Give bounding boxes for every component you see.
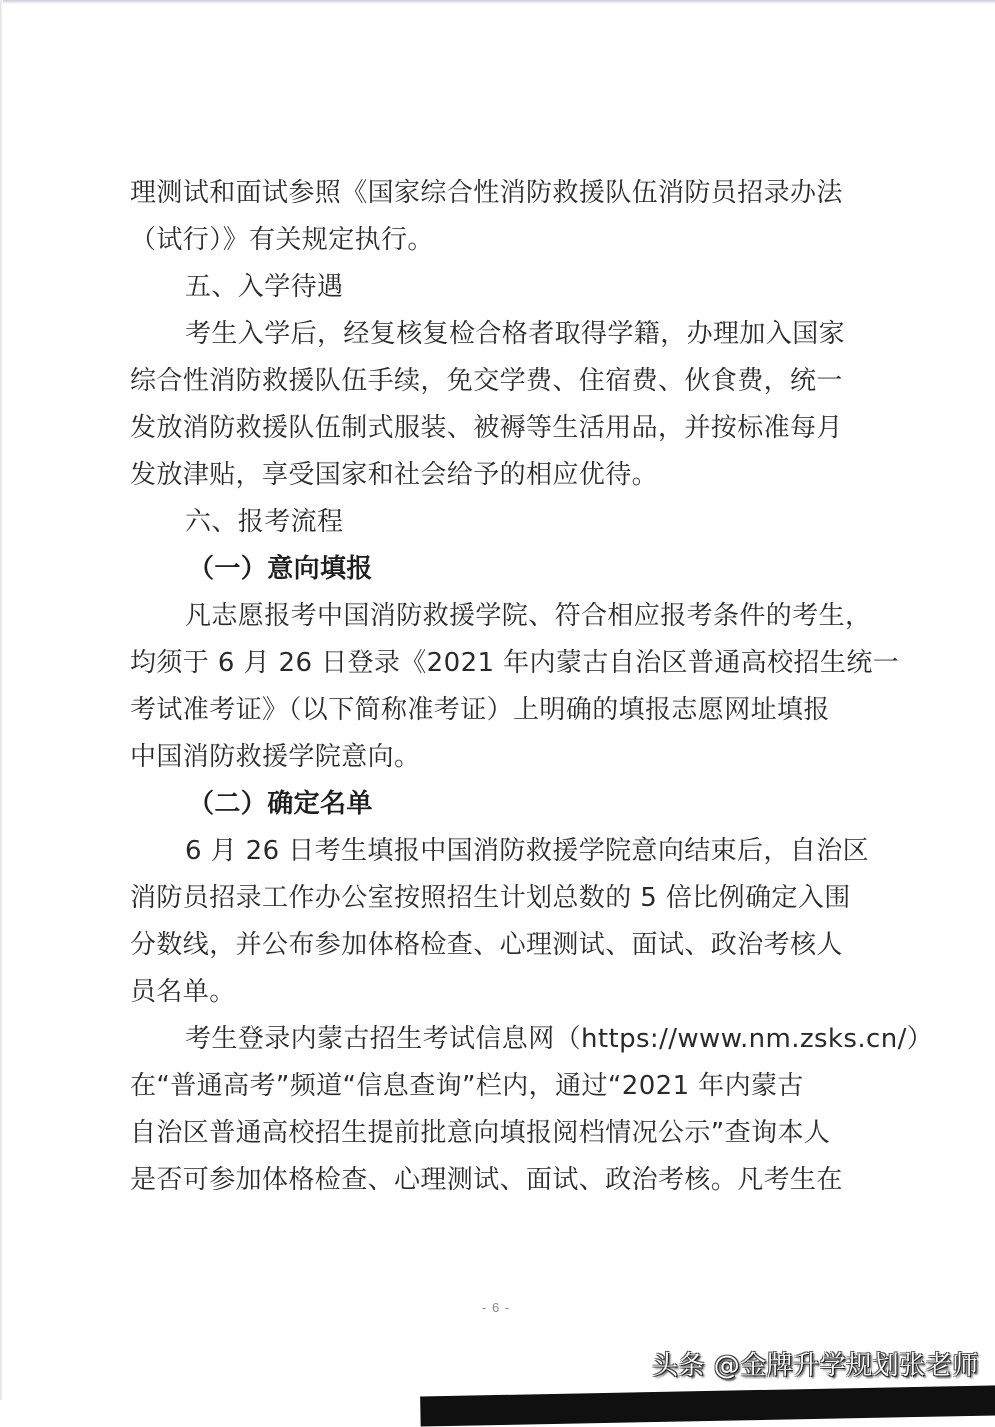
text-line: 员名单。 xyxy=(130,977,236,1007)
document-body xyxy=(130,170,934,1204)
text-line: 均须于 6 月 26 日登录《2021 年内蒙古自治区普通高校招生统一 xyxy=(130,648,900,678)
text-line: 在“普通高考”频道“信息查询”栏内，通过“2021 年内蒙古 xyxy=(130,1071,804,1101)
page-top-edge xyxy=(0,0,995,4)
subsection-heading-2: （二）确定名单 xyxy=(188,789,373,819)
text-line: 理测试和面试参照《国家综合性消防救援队伍消防员招录办法 xyxy=(130,178,843,208)
paragraph-start: 凡志愿报考中国消防救援学院、符合相应报考条件的考生， xyxy=(185,601,872,631)
section-heading-5: 五、入学待遇 xyxy=(185,272,344,302)
page-left-edge xyxy=(0,0,3,1400)
text-line: 是否可参加体格检查、心理测试、面试、政治考核。凡考生在 xyxy=(130,1165,843,1195)
text-line: 考试准考证》（以下简称准考证）上明确的填报志愿网址填报 xyxy=(130,695,830,725)
watermark: 头条 @金牌升学规划张老师 xyxy=(652,1351,979,1381)
text-line: 发放消防救援队伍制式服装、被褥等生活用品，并按标准每月 xyxy=(130,413,843,443)
paragraph-start: 考生登录内蒙古招生考试信息网（https://www.nm.zsks.cn/） xyxy=(185,1024,934,1054)
text-line: 分数线，并公布参加体格检查、心理测试、面试、政治考核人 xyxy=(130,930,843,960)
paragraph-start: 6 月 26 日考生填报中国消防救援学院意向结束后，自治区 xyxy=(185,836,870,866)
paragraph-start: 考生入学后，经复核复检合格者取得学籍，办理加入国家 xyxy=(185,319,846,349)
text-line: 消防员招录工作办公室按照招生计划总数的 5 倍比例确定入围 xyxy=(130,883,851,913)
text-line: 自治区普通高校招生提前批意向填报阅档情况公示”查询本人 xyxy=(130,1118,831,1148)
section-heading-6: 六、报考流程 xyxy=(185,507,344,537)
scan-shadow xyxy=(420,1385,995,1427)
text-line: （试行）》有关规定执行。 xyxy=(130,225,434,255)
text-line: 综合性消防救援队伍手续，免交学费、住宿费、伙食费，统一 xyxy=(130,366,843,396)
text-line: 中国消防救援学院意向。 xyxy=(130,742,421,772)
subsection-heading-1: （一）意向填报 xyxy=(188,554,373,584)
text-line: 发放津贴，享受国家和社会给予的相应优待。 xyxy=(130,460,659,490)
page-number: - 6 - xyxy=(482,1300,511,1315)
